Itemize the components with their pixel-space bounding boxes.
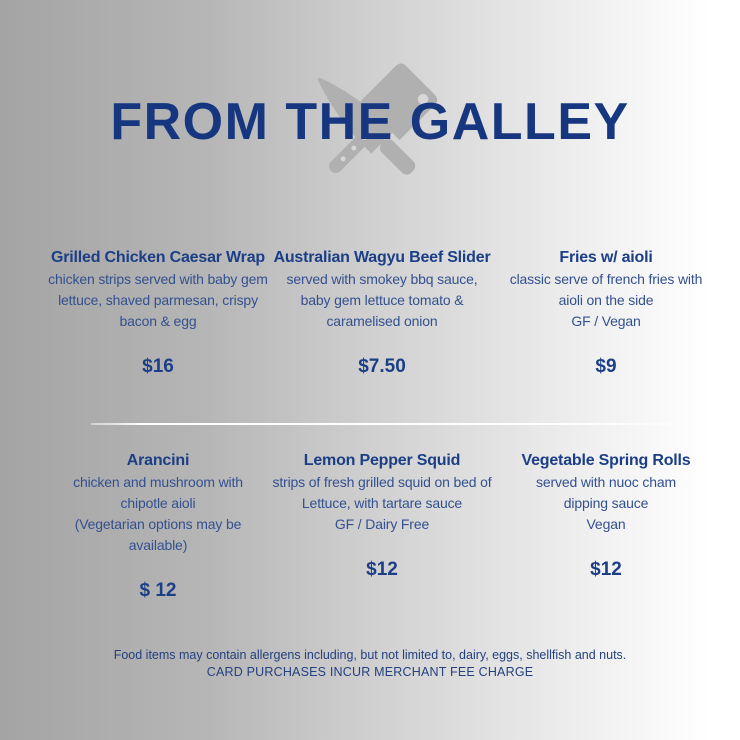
page-title: FROM THE GALLEY bbox=[110, 93, 630, 151]
card-fee-note: CARD PURCHASES INCUR MERCHANT FEE CHARGE bbox=[206, 665, 534, 679]
menu-item-description: classic serve of french fries with aioli on the side bbox=[509, 271, 703, 308]
allergen-note: Food items may contain allergens including, but not limited to, dairy, eggs, shellfish and nuts. bbox=[113, 648, 627, 662]
menu-item-name: Fries w/ aioli bbox=[559, 249, 653, 266]
menu-item-fries-w-aioli bbox=[494, 246, 718, 409]
menu-item-description: chicken strips served with baby gem lettuce, shaved parmesan, crispy bacon & egg bbox=[48, 271, 268, 329]
menu-header bbox=[0, 0, 740, 224]
menu-item-note: GF / Vegan bbox=[571, 313, 641, 329]
menu-grid bbox=[46, 246, 718, 605]
menu-item-name: Arancini bbox=[126, 452, 190, 469]
menu-item-description: chicken and mushroom with chipotle aioli bbox=[73, 474, 243, 511]
menu-item-name: Grilled Chicken Caesar Wrap bbox=[51, 249, 265, 266]
menu-item-name: Lemon Pepper Squid bbox=[303, 452, 461, 469]
menu-item-australian-wagyu-beef-slider bbox=[270, 246, 494, 409]
section-divider bbox=[91, 423, 740, 425]
menu-item-note: (Vegetarian options may be available) bbox=[74, 516, 242, 553]
menu-item-note: GF / Dairy Free bbox=[334, 516, 430, 532]
menu-item-vegetable-spring-rolls bbox=[494, 449, 718, 605]
menu-item-price: $12 bbox=[590, 559, 622, 580]
menu-item-price: $16 bbox=[142, 356, 174, 377]
menu-item-price: $12 bbox=[366, 559, 398, 580]
menu-item-description: strips of fresh grilled squid on bed of Lettuce, with tartare sauce bbox=[272, 474, 492, 511]
menu-item-arancini bbox=[46, 449, 270, 605]
menu-item-description: served with nuoc cham dipping sauce bbox=[535, 474, 677, 511]
menu-row-1 bbox=[46, 246, 718, 409]
menu-item-price: $ 12 bbox=[139, 580, 177, 601]
menu-item-grilled-chicken-caesar-wrap bbox=[46, 246, 270, 409]
menu-item-description: served with smokey bbq sauce, baby gem lettuce tomato & caramelised onion bbox=[286, 271, 478, 329]
menu-row-2 bbox=[46, 449, 718, 605]
menu-item-note: Vegan bbox=[586, 516, 626, 532]
menu-item-price: $7.50 bbox=[358, 356, 406, 377]
menu-item-name: Australian Wagyu Beef Slider bbox=[273, 249, 491, 266]
menu-item-lemon-pepper-squid bbox=[270, 449, 494, 605]
menu-item-price: $9 bbox=[595, 356, 617, 377]
menu-footer bbox=[0, 647, 740, 681]
menu-item-name: Vegetable Spring Rolls bbox=[521, 452, 691, 469]
